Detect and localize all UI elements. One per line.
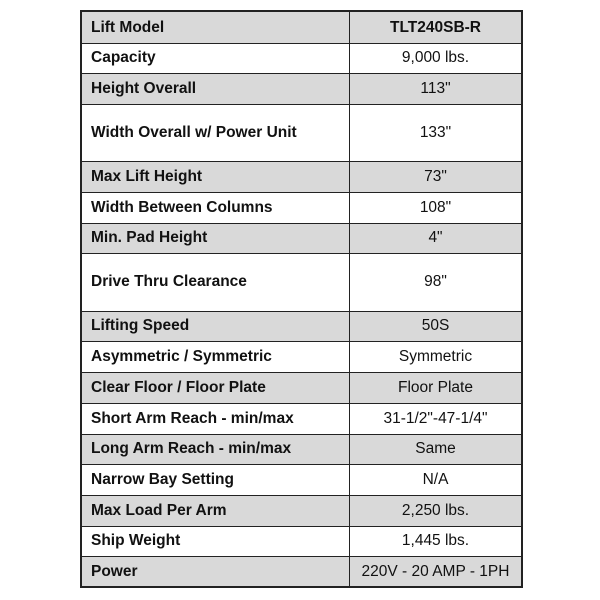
table-row	[81, 341, 522, 372]
table-row	[81, 464, 522, 495]
table-row	[81, 526, 522, 556]
table-row	[81, 495, 522, 526]
spec-label: Height Overall	[81, 73, 350, 104]
table-row	[81, 73, 522, 104]
spec-label: Long Arm Reach - min/max	[81, 434, 350, 464]
spec-value: N/A	[350, 464, 523, 495]
spec-label: Ship Weight	[81, 526, 350, 556]
table-row	[81, 556, 522, 587]
spec-value: Same	[350, 434, 523, 464]
table-row	[81, 311, 522, 341]
spec-label: Width Between Columns	[81, 192, 350, 223]
spec-label: Narrow Bay Setting	[81, 464, 350, 495]
table-row	[81, 192, 522, 223]
table-row	[81, 372, 522, 403]
spec-label: Drive Thru Clearance	[81, 253, 350, 311]
spec-label: Width Overall w/ Power Unit	[81, 104, 350, 161]
table-row	[81, 253, 522, 311]
spec-value: 220V - 20 AMP - 1PH	[350, 556, 523, 587]
spec-table	[80, 10, 523, 588]
spec-label: Max Load Per Arm	[81, 495, 350, 526]
table-row	[81, 161, 522, 192]
spec-value: Floor Plate	[350, 372, 523, 403]
table-row	[81, 403, 522, 434]
table-row	[81, 223, 522, 253]
spec-value: 108"	[350, 192, 523, 223]
table-row	[81, 43, 522, 73]
spec-value: 31-1/2"-47-1/4"	[350, 403, 523, 434]
spec-label: Clear Floor / Floor Plate	[81, 372, 350, 403]
spec-label: Lifting Speed	[81, 311, 350, 341]
spec-value: TLT240SB-R	[350, 11, 523, 43]
table-row	[81, 104, 522, 161]
spec-label: Min. Pad Height	[81, 223, 350, 253]
spec-value: 133"	[350, 104, 523, 161]
spec-value: 1,445 lbs.	[350, 526, 523, 556]
spec-value: 9,000 lbs.	[350, 43, 523, 73]
spec-label: Asymmetric / Symmetric	[81, 341, 350, 372]
spec-label: Capacity	[81, 43, 350, 73]
spec-label: Power	[81, 556, 350, 587]
spec-value: 2,250 lbs.	[350, 495, 523, 526]
spec-value: 50S	[350, 311, 523, 341]
spec-value: Symmetric	[350, 341, 523, 372]
table-row	[81, 434, 522, 464]
spec-value: 73"	[350, 161, 523, 192]
spec-value: 4"	[350, 223, 523, 253]
spec-label: Lift Model	[81, 11, 350, 43]
spec-value: 113"	[350, 73, 523, 104]
spec-label: Max Lift Height	[81, 161, 350, 192]
spec-label: Short Arm Reach - min/max	[81, 403, 350, 434]
spec-value: 98"	[350, 253, 523, 311]
table-row	[81, 11, 522, 43]
spec-table-body	[81, 11, 522, 587]
